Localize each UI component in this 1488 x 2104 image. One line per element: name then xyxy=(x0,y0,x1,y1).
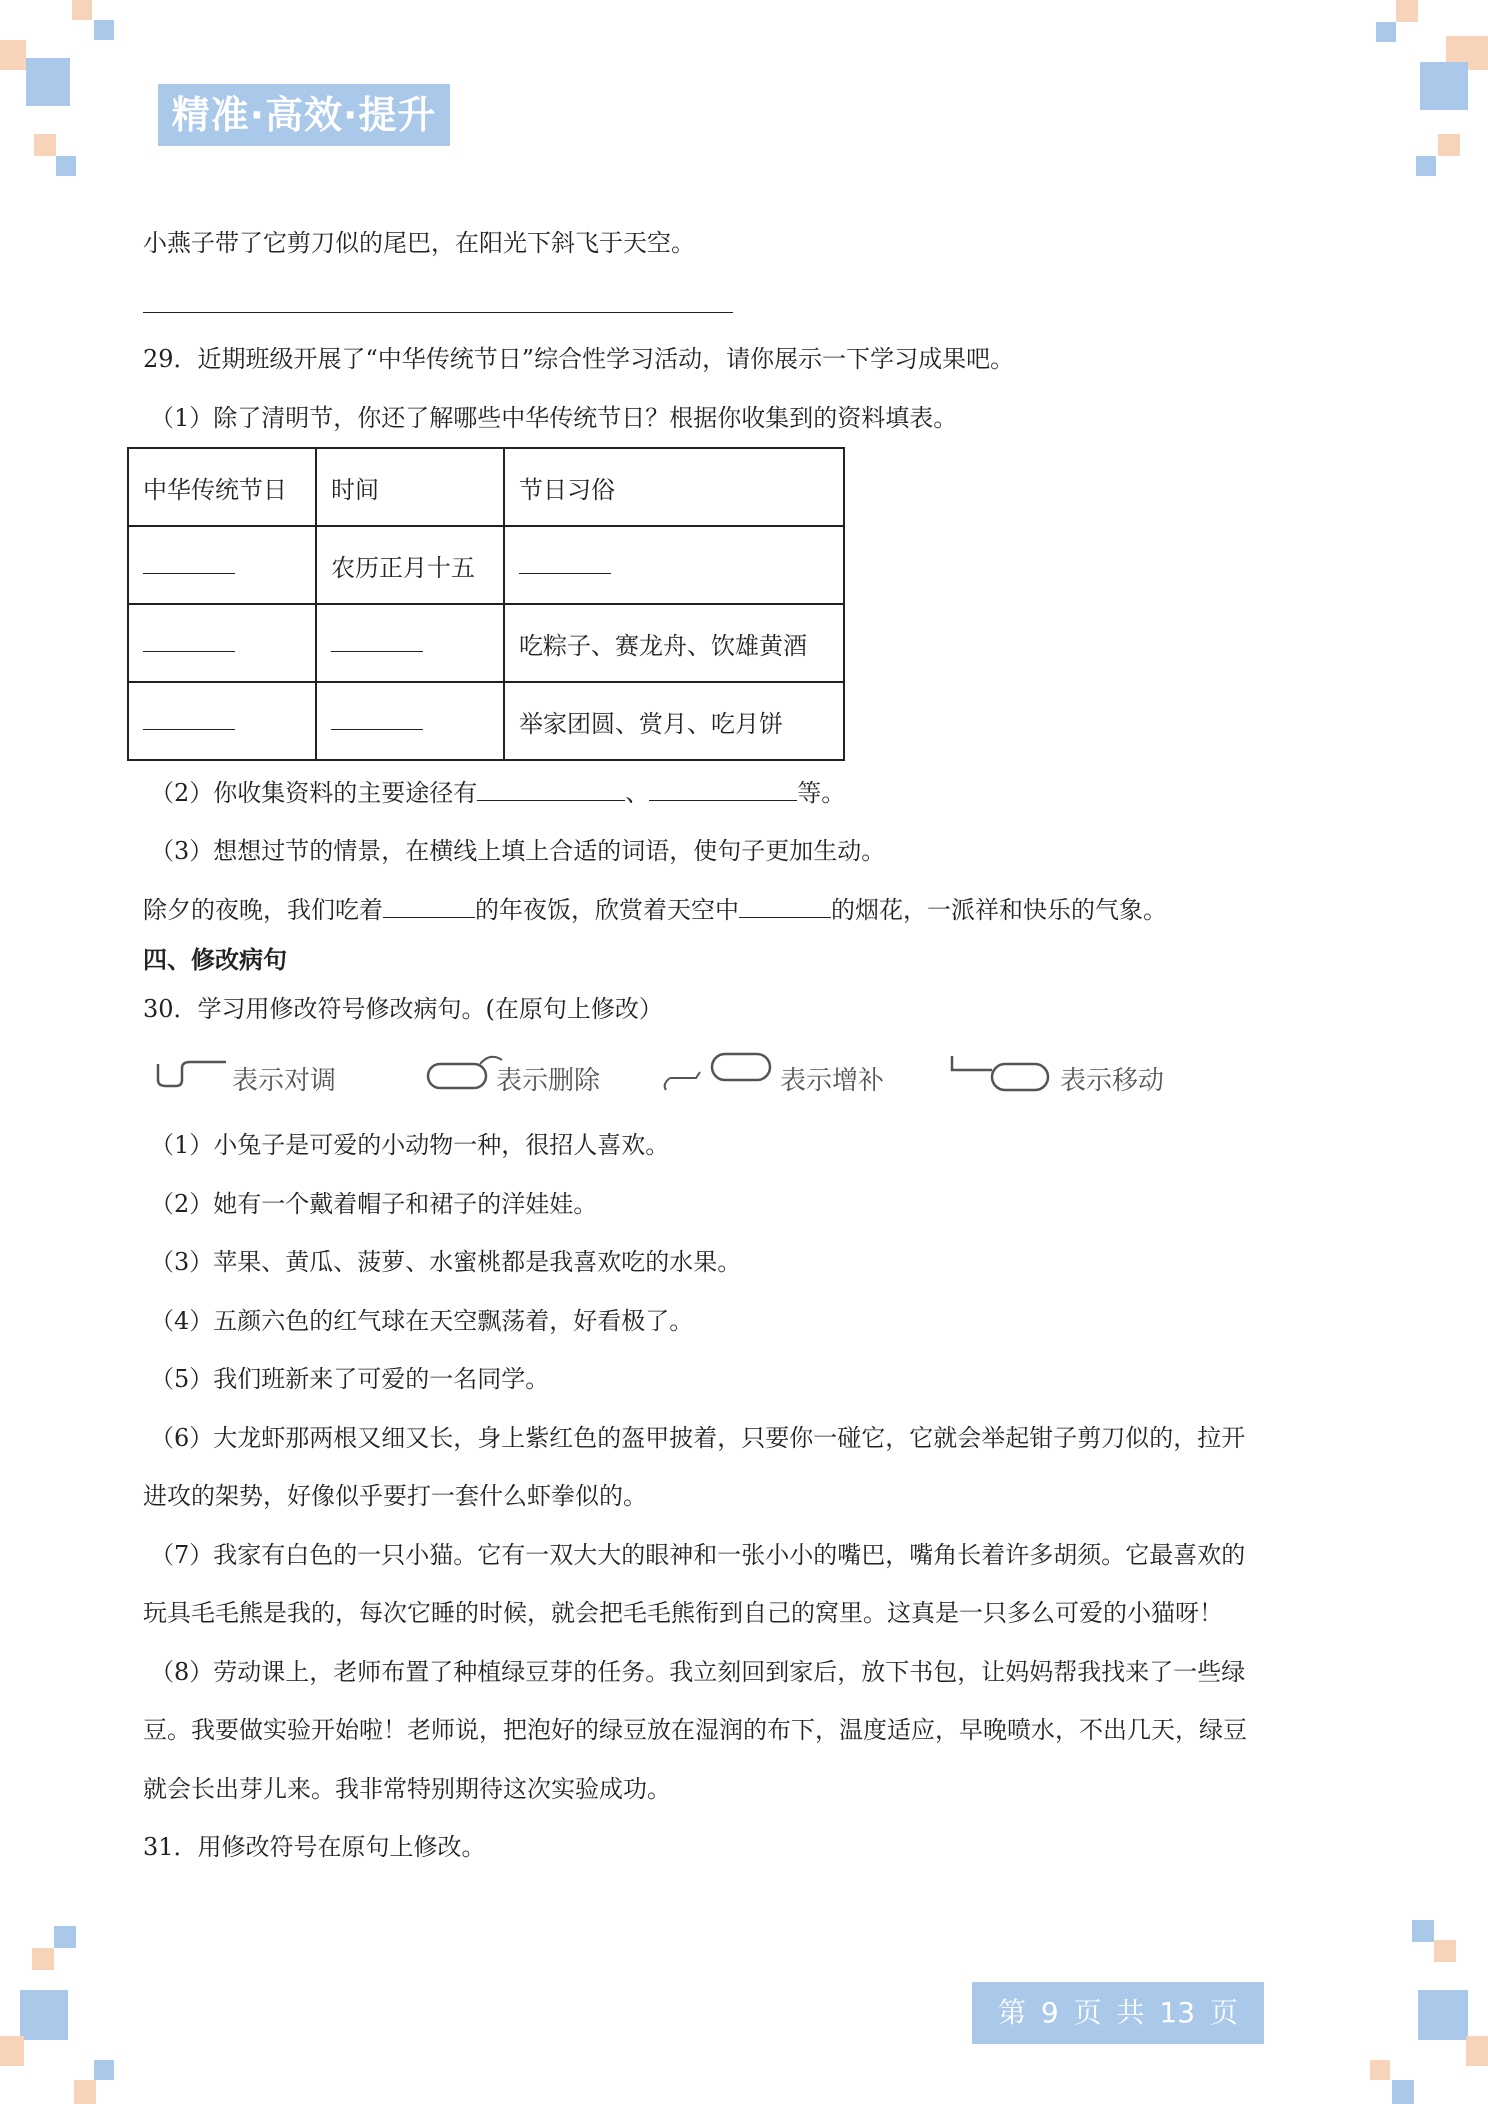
list-item: （2）她有一个戴着帽子和裙子的洋娃娃。 xyxy=(150,1190,598,1218)
list-item: （4）五颜六色的红气球在天空飘荡着，好看极了。 xyxy=(150,1307,694,1335)
page-number: 第 9 页 共 13 页 xyxy=(972,1982,1264,2044)
festival-table xyxy=(127,447,845,761)
list-item: （3）苹果、黄瓜、菠萝、水蜜桃都是我喜欢吃的水果。 xyxy=(150,1248,742,1276)
table-blank-cell[interactable] xyxy=(128,682,316,760)
table-cell: 农历正月十五 xyxy=(316,526,504,604)
list-item: （1）小兔子是可爱的小动物一种，很招人喜欢。 xyxy=(150,1131,670,1159)
question-29-part1: （1）除了清明节，你还了解哪些中华传统节日？根据你收集到的资料填表。 xyxy=(150,404,958,432)
table-blank-cell[interactable] xyxy=(316,604,504,682)
table-header-cell: 节日习俗 xyxy=(504,448,844,526)
legend-move-label: 表示移动 xyxy=(1060,1066,1165,1096)
list-item-continued: 进攻的架势，好像似乎要打一套什么虾拳似的。 xyxy=(143,1482,647,1510)
blank-field[interactable] xyxy=(649,778,797,801)
list-item: （7）我家有白色的一只小猫。它有一双大大的眼神和一张小小的嘴巴，嘴角长着许多胡须。它最喜欢的 xyxy=(150,1541,1246,1569)
answer-line[interactable] xyxy=(143,312,733,313)
sentence-text: 除夕的夜晚，我们吃着 xyxy=(143,896,383,924)
table-blank-cell[interactable] xyxy=(504,526,844,604)
header-badge: 精准·高效·提升 xyxy=(158,84,450,146)
legend-insert-label: 表示增补 xyxy=(780,1066,885,1096)
section-title: 四、修改病句 xyxy=(143,946,287,974)
sentence-text: 的烟花，一派祥和快乐的气象。 xyxy=(831,896,1167,924)
legend-swap-label: 表示对调 xyxy=(232,1066,337,1096)
intro-sentence: 小燕子带了它剪刀似的尾巴，在阳光下斜飞于天空。 xyxy=(143,229,695,257)
question-31-stem: 31．用修改符号在原句上修改。 xyxy=(143,1833,486,1861)
table-row xyxy=(128,604,844,682)
table-header-cell: 时间 xyxy=(316,448,504,526)
list-item: （5）我们班新来了可爱的一名同学。 xyxy=(150,1365,550,1393)
list-item-continued: 就会长出芽儿来。我非常特别期待这次实验成功。 xyxy=(143,1775,671,1803)
list-item: （6）大龙虾那两根又细又长，身上紫红色的盔甲披着，只要你一碰它，它就会举起钳子剪刀似的，拉开 xyxy=(150,1424,1246,1452)
table-cell: 吃粽子、赛龙舟、饮雄黄酒 xyxy=(504,604,844,682)
part2-separator: 、 xyxy=(625,779,650,807)
table-blank-cell[interactable] xyxy=(316,682,504,760)
table-blank-cell[interactable] xyxy=(128,604,316,682)
table-row xyxy=(128,526,844,604)
list-item-continued: 玩具毛毛熊是我的，每次它睡的时候，就会把毛毛熊衔到自己的窝里。这真是一只多么可爱的小猫呀！ xyxy=(143,1599,1223,1627)
blank-field[interactable] xyxy=(383,895,475,918)
table-cell: 举家团圆、赏月、吃月饼 xyxy=(504,682,844,760)
table-blank-cell[interactable] xyxy=(128,526,316,604)
question-29-part3-sentence xyxy=(143,893,1167,927)
question-29-part2 xyxy=(150,776,845,810)
part2-end: 等。 xyxy=(797,779,846,807)
question-30-stem: 30．学习用修改符号修改病句。(在原句上修改） xyxy=(143,995,663,1023)
sentence-text: 的年夜饭，欣赏着天空中 xyxy=(475,896,739,924)
part2-text: （2）你收集资料的主要途径有 xyxy=(150,779,478,807)
table-header-row xyxy=(128,448,844,526)
legend-delete-label: 表示删除 xyxy=(496,1066,601,1096)
list-item: （8）劳动课上，老师布置了种植绿豆芽的任务。我立刻回到家后，放下书包，让妈妈帮我找来了一些绿 xyxy=(150,1658,1246,1686)
blank-field[interactable] xyxy=(739,895,831,918)
table-row xyxy=(128,682,844,760)
question-29-stem: 29．近期班级开展了“中华传统节日”综合性学习活动，请你展示一下学习成果吧。 xyxy=(143,345,1015,373)
question-29-part3: （3）想想过节的情景，在横线上填上合适的词语，使句子更加生动。 xyxy=(150,837,886,865)
blank-field[interactable] xyxy=(477,778,625,801)
correction-symbol-legend xyxy=(150,1050,1190,1100)
table-header-cell: 中华传统节日 xyxy=(128,448,316,526)
list-item-continued: 豆。我要做实验开始啦！老师说，把泡好的绿豆放在湿润的布下，温度适应，早晚喷水，不出几天，绿豆 xyxy=(143,1716,1247,1744)
